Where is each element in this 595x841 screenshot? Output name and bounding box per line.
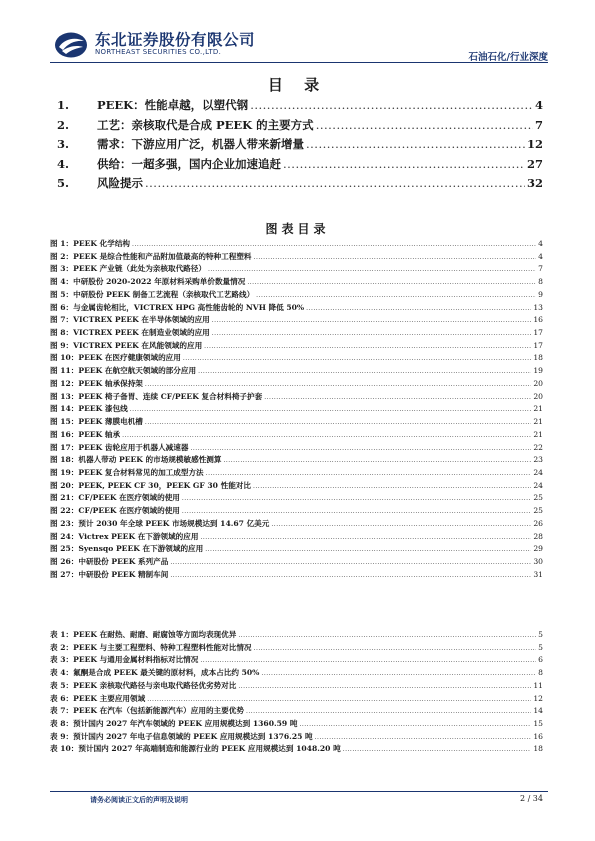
leader-dots <box>206 468 532 481</box>
toc-item[interactable] <box>57 96 543 116</box>
table-index-label: 表 5：PEEK 亲核取代路径与亲电取代路径优劣势对比 <box>50 680 237 690</box>
leader-dots <box>204 341 531 354</box>
figure-index-label: 图 15：PEEK 薄膜电机槽 <box>50 417 143 427</box>
figure-index-page: 21 <box>533 417 543 427</box>
figure-index-page: 31 <box>533 569 543 579</box>
figure-index-page: 28 <box>533 531 543 541</box>
toc-item-page: 7 <box>534 117 543 132</box>
table-index-label: 表 3：PEEK 与通用金属材料指标对比情况 <box>50 655 199 665</box>
table-index-item[interactable] <box>50 718 543 731</box>
toc-leader-dots <box>306 135 525 155</box>
leader-dots <box>306 303 531 316</box>
toc-item-text: 工艺：亲核取代是合成 PEEK 的主要方式 <box>97 117 314 132</box>
leader-dots <box>271 519 531 532</box>
table-index-page: 6 <box>538 655 543 665</box>
figure-index-item[interactable] <box>50 276 543 289</box>
leader-dots <box>198 366 531 379</box>
toc-item-page: 27 <box>526 156 543 171</box>
leader-dots <box>223 455 531 468</box>
figure-index-page: 17 <box>533 340 543 350</box>
figure-index-label: 图 21：CF/PEEK 在医疗领域的使用 <box>50 493 180 503</box>
toc-leader-dots <box>145 174 525 194</box>
figure-index-item[interactable] <box>50 327 543 340</box>
leader-dots <box>182 493 531 506</box>
table-index-page: 15 <box>533 719 543 729</box>
leader-dots <box>264 392 531 405</box>
figure-index-label: 图 10：PEEK 在医疗健康领域的应用 <box>50 353 181 363</box>
leader-dots <box>254 643 537 656</box>
toc-item-page: 32 <box>526 176 543 191</box>
table-index-label: 表 6：PEEK 主要应用领域 <box>50 693 146 703</box>
leader-dots <box>238 630 536 643</box>
toc-item-number: 5. <box>57 176 70 191</box>
footer-divider <box>50 791 548 792</box>
figure-index-item[interactable] <box>50 531 543 544</box>
figure-index-page: 8 <box>538 277 543 287</box>
leader-dots <box>212 328 532 341</box>
toc-item-number: 4. <box>57 156 70 171</box>
figure-index-label: 图 6：与金属齿轮相比，VICTREX HPG 高性能齿轮的 NVH 降低 50% <box>50 302 305 312</box>
figure-index-label: 图 14：PEEK 漆包线 <box>50 404 128 414</box>
figure-index-item[interactable] <box>50 263 543 276</box>
leader-dots <box>261 668 536 681</box>
table-index-list <box>50 629 543 756</box>
toc-item[interactable] <box>57 135 543 155</box>
figure-index-label: 图 18：机器人带动 PEEK 的市场规模敏感性测算 <box>50 455 222 465</box>
toc-item-number: 2. <box>57 117 70 132</box>
company-name-en: NORTHEAST SECURITIES CO.,LTD. <box>95 48 222 56</box>
leader-dots <box>315 732 532 745</box>
figure-index-label: 图 11：PEEK 在航空航天领域的部分应用 <box>50 366 197 376</box>
table-index-page: 5 <box>538 630 543 639</box>
toc-item[interactable] <box>57 155 543 175</box>
table-index-page: 5 <box>538 642 543 652</box>
toc-item-page: 4 <box>534 98 543 112</box>
figure-index-page: 18 <box>533 353 543 363</box>
table-index-page: 16 <box>533 731 543 741</box>
figure-index-label: 图 12：PEEK 轴承保持架 <box>50 378 143 388</box>
figure-index-page: 25 <box>533 506 543 516</box>
figure-index-item[interactable] <box>50 378 543 391</box>
figure-index-page: 9 <box>538 289 543 299</box>
figure-index-label: 图 5：中研股份 PEEK 制备工艺流程（亲核取代工艺路线） <box>50 289 255 299</box>
figure-index-page: 29 <box>533 544 543 554</box>
page-indicator: 2 / 34 <box>519 794 543 803</box>
leader-dots <box>253 481 531 494</box>
figure-index-page: 20 <box>533 391 543 401</box>
figure-index-item[interactable] <box>50 467 543 480</box>
table-index-item[interactable] <box>50 680 543 693</box>
figure-index-item[interactable] <box>50 518 543 531</box>
leader-dots <box>190 443 531 456</box>
table-index-item[interactable] <box>50 743 543 756</box>
figure-index-page: 13 <box>533 302 543 312</box>
table-index-item[interactable] <box>50 642 543 655</box>
figure-index-label: 图 26：中研股份 PEEK 系列产品 <box>50 556 169 566</box>
figure-index-label: 图 24：Victrex PEEK 在下游领域的应用 <box>50 531 199 541</box>
table-index-page: 8 <box>538 668 543 678</box>
figure-index-item[interactable] <box>50 238 543 251</box>
leader-dots <box>183 353 531 366</box>
toc-item-text: 供给：一超多强，国内企业加速追赶 <box>97 156 281 171</box>
figure-index-item[interactable] <box>50 340 543 353</box>
figure-index-label: 图 8：VICTREX PEEK 在制造业领域的应用 <box>50 328 210 338</box>
figure-index-item[interactable] <box>50 251 543 264</box>
figure-index-title: 图表目录 <box>265 222 330 236</box>
figure-index-label: 图 17：PEEK 齿轮应用于机器人减速器 <box>50 442 189 452</box>
figure-index-item[interactable] <box>50 289 543 302</box>
northeast-securities-logo-icon <box>54 31 88 59</box>
figure-index-label: 图 4：中研股份 2020-2022 年原材料采购单价数量情况 <box>50 277 246 287</box>
table-index-label: 表 9：预计国内 2027 年电子信息领域的 PEEK 应用规模达到 1376.25 吨 <box>50 731 313 741</box>
company-name-cn: 东北证券股份有限公司 <box>95 31 256 49</box>
figure-index-page: 26 <box>533 518 543 528</box>
table-index-page: 18 <box>533 744 543 754</box>
figure-index-item[interactable] <box>50 302 543 315</box>
leader-dots <box>170 557 531 570</box>
leader-dots <box>205 544 531 557</box>
toc-leader-dots <box>283 155 525 175</box>
table-index-page: 14 <box>533 706 543 716</box>
figure-index-item[interactable] <box>50 569 543 582</box>
figure-index-item[interactable] <box>50 480 543 493</box>
figure-index-label: 图 20：PEEK, PEEK CF 30，PEEK GF 30 性能对比 <box>50 480 251 490</box>
toc-item-number: 1. <box>57 98 70 112</box>
table-index-page: 12 <box>533 693 543 703</box>
industry-tag: 石油石化/行业深度 <box>468 52 548 63</box>
table-index-item[interactable] <box>50 654 543 667</box>
figure-index-label: 图 9：VICTREX PEEK 在风能领域的应用 <box>50 340 203 350</box>
table-index-page: 11 <box>533 680 543 690</box>
leader-dots <box>170 570 531 583</box>
figure-index-page: 4 <box>538 251 543 261</box>
figure-index-label: 图 19：PEEK 复合材料常见的加工成型方法 <box>50 467 204 477</box>
figure-index-page: 17 <box>533 328 543 338</box>
figure-index-page: 21 <box>533 404 543 414</box>
table-index-item[interactable] <box>50 667 543 680</box>
table-index-label: 表 2：PEEK 与主要工程塑料、特种工程塑料性能对比情况 <box>50 642 252 652</box>
figure-index-item[interactable] <box>50 492 543 505</box>
leader-dots <box>200 532 531 545</box>
page-header <box>0 0 595 70</box>
figure-index-list <box>50 238 543 581</box>
toc-list <box>57 96 543 194</box>
leader-dots <box>343 744 532 757</box>
leader-dots <box>254 252 537 265</box>
figure-index-item[interactable] <box>50 352 543 365</box>
toc-item-text: 风险提示 <box>97 176 143 191</box>
toc-item-text: PEEK：性能卓越，以塑代钢 <box>97 98 249 112</box>
figure-index-page: 30 <box>533 556 543 566</box>
figure-index-item[interactable] <box>50 454 543 467</box>
toc-item-number: 3. <box>57 137 70 152</box>
toc-item-text: 需求：下游应用广泛，机器人带来新增量 <box>97 137 304 152</box>
leader-dots <box>299 719 531 732</box>
figure-index-page: 16 <box>533 315 543 325</box>
toc-item[interactable] <box>57 174 543 194</box>
leader-dots <box>208 264 536 277</box>
table-index-label: 表 7：PEEK 在汽车（包括新能源汽车）应用的主要优势 <box>50 706 244 716</box>
figure-index-page: 22 <box>533 442 543 452</box>
figure-index-page: 24 <box>533 467 543 477</box>
figure-index-label: 图 16：PEEK 轴承 <box>50 429 121 439</box>
toc-title: 目 录 <box>267 76 328 94</box>
figure-index-item[interactable] <box>50 314 543 327</box>
table-index-label: 表 10：预计国内 2027 年高端制造和能源行业的 PEEK 应用规模达到 1048.20 吨 <box>50 744 341 754</box>
header-divider <box>50 62 548 63</box>
table-index-label: 表 8：预计国内 2027 年汽车领域的 PEEK 应用规模达到 1360.59 吨 <box>50 719 298 729</box>
figure-index-item[interactable] <box>50 403 543 416</box>
figure-index-item[interactable] <box>50 543 543 556</box>
table-index-label: 表 1：PEEK 在耐热、耐磨、耐腐蚀等方面均表现优异 <box>50 630 237 639</box>
figure-index-item[interactable] <box>50 416 543 429</box>
leader-dots <box>212 315 532 328</box>
leader-dots <box>238 681 531 694</box>
table-index-item[interactable] <box>50 629 543 642</box>
toc-item-page: 12 <box>526 137 543 152</box>
figure-index-item[interactable] <box>50 391 543 404</box>
figure-index-page: 23 <box>533 455 543 465</box>
toc-item[interactable] <box>57 116 543 136</box>
figure-index-page: 24 <box>533 480 543 490</box>
figure-index-page: 7 <box>538 264 543 274</box>
footer-disclaimer: 请务必阅读正文后的声明及说明 <box>90 796 188 804</box>
figure-index-label: 图 1：PEEK 化学结构 <box>50 239 131 248</box>
figure-index-item[interactable] <box>50 365 543 378</box>
figure-index-label: 图 23：预计 2030 年全球 PEEK 市场规模达到 14.67 亿美元 <box>50 518 270 528</box>
figure-index-page: 19 <box>533 366 543 376</box>
figure-index-label: 图 13：PEEK 椅子备胃、连续 CF/PEEK 复合材料椅子护套 <box>50 391 263 401</box>
table-index-item[interactable] <box>50 705 543 718</box>
toc-leader-dots <box>250 96 533 116</box>
figure-index-page: 20 <box>533 378 543 388</box>
toc-leader-dots <box>316 116 533 136</box>
figure-index-item[interactable] <box>50 505 543 518</box>
figure-index-page: 21 <box>533 429 543 439</box>
table-index-item[interactable] <box>50 693 543 706</box>
table-index-item[interactable] <box>50 731 543 744</box>
table-index-label: 表 4：氟酮是合成 PEEK 最关键的原材料，成本占比约 50% <box>50 668 260 678</box>
figure-index-page: 25 <box>533 493 543 503</box>
leader-dots <box>247 277 536 290</box>
figure-index-label: 图 3：PEEK 产业链（此处为亲核取代路径） <box>50 264 206 274</box>
figure-index-label: 图 7：VICTREX PEEK 在半导体领域的应用 <box>50 315 210 325</box>
figure-index-label: 图 27：中研股份 PEEK 精制车间 <box>50 569 169 579</box>
figure-index-label: 图 25：Syensqo PEEK 在下游领域的应用 <box>50 544 204 554</box>
figure-index-label: 图 22：CF/PEEK 在医疗领域的使用 <box>50 506 180 516</box>
figure-index-item[interactable] <box>50 556 543 569</box>
figure-index-item[interactable] <box>50 442 543 455</box>
figure-index-page: 4 <box>538 239 543 248</box>
leader-dots <box>145 417 531 430</box>
figure-index-item[interactable] <box>50 429 543 442</box>
figure-index-label: 图 2：PEEK 是综合性能和产品附加值最高的特种工程塑料 <box>50 251 252 261</box>
leader-dots <box>130 404 532 417</box>
